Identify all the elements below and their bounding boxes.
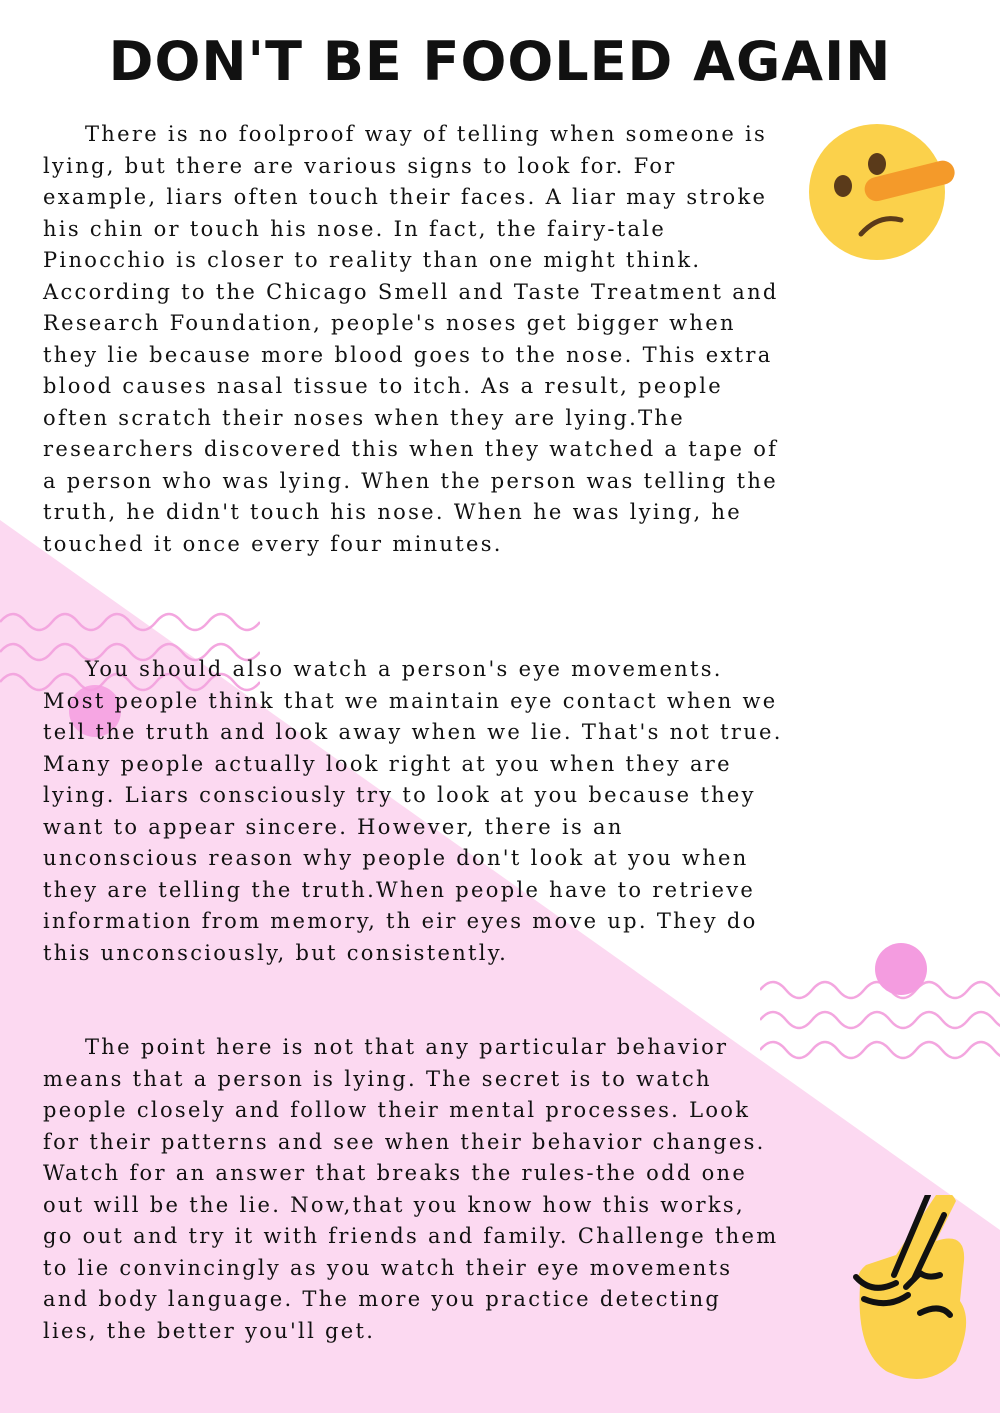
lying-face-icon <box>805 120 965 260</box>
paragraph-1: There is no foolproof way of telling when someone is lying, but there are various signs to look for. For example, liars often touch their faces. A liar may stroke his chin or touch his nose. In fact, the fairy-tale Pinocchio is closer to reality than one might think. According to the Chicago Smell and Taste Treatment and Research Foundation, people's noses get bigger when they lie because more blood goes to the nose. This extra blood causes nasal tissue to itch. As a result, people often scratch their noses when they are lying.The researchers discovered this when they watched a tape of a person who was lying. When the person was telling the truth, he didn't touch his nose. When he was lying, he touched it once every four minutes. <box>43 122 779 556</box>
page-title: DON'T BE FOOLED AGAIN <box>108 30 892 93</box>
paragraph-3: The point here is not that any particular behavior means that a person is lying. The secret is to watch people closely and follow their mental processes. Look for their patterns and see when their behavior changes. Watch for an answer that breaks the rules-the odd one out will be the lie. Now,that you know how this works, go out and try it with friends and family. Challenge them to lie convincingly as you watch their eye movements and body language. The more you practice detecting lies, the better you'll get. <box>43 1035 779 1343</box>
dot-decoration-right <box>874 942 928 996</box>
paragraph-2: You should also watch a person's eye movements. Most people think that we maintain eye contact when we tell the truth and look away when we lie. That's not true. Many people actually look right at you when they are lying. Liars consciously try to look at you because they want to appear sincere. However, there is an unconscious reason why people don't look at you when they are telling the truth.When people have to retrieve information from memory, th eir eyes move up. They do this unconsciously, but consistently. <box>43 657 783 965</box>
crossed-fingers-icon <box>850 1195 980 1395</box>
